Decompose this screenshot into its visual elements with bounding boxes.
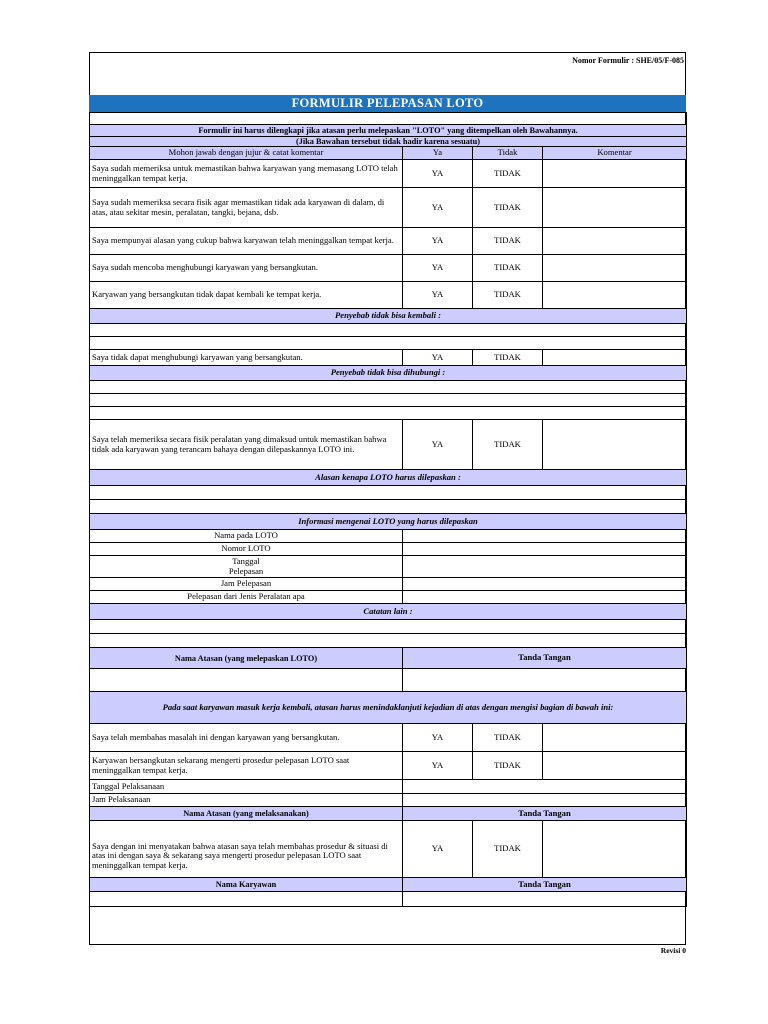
question-row <box>90 724 687 752</box>
instruction-header: Mohon jawab dengan jujur & catat komentar <box>90 147 403 160</box>
info-value-field[interactable] <box>403 556 687 578</box>
comment-field[interactable] <box>543 282 687 309</box>
ya-option[interactable]: YA <box>403 228 473 255</box>
comment-field[interactable] <box>543 255 687 282</box>
blank-line[interactable] <box>90 324 687 337</box>
section-cannot-contact-title: Penyebab tidak bisa dihubungi : <box>90 366 687 381</box>
question-row <box>90 821 687 878</box>
header-row <box>90 147 687 160</box>
exec-date-row <box>90 780 687 794</box>
section-info-title: Informasi mengenai LOTO yang harus dilepaskan <box>90 514 687 530</box>
tidak-option[interactable]: TIDAK <box>473 350 543 366</box>
info-value-field[interactable] <box>403 578 687 591</box>
question-text: Saya sudah memeriksa secara fisik agar memastikan tidak ada karyawan di dalam, di atas, atau sekitar mesin, peralatan, tangki, bejana, dsb. <box>90 188 403 228</box>
ya-option[interactable]: YA <box>403 420 473 470</box>
intro-row <box>90 125 687 137</box>
spacer-row <box>90 113 687 125</box>
question-text: Saya telah membahas masalah ini dengan karyawan yang bersangkutan. <box>90 724 403 752</box>
comment-field[interactable] <box>543 228 687 255</box>
question-text: Saya sudah memeriksa untuk memastikan bahwa karyawan yang memasang LOTO telah meninggalkan tempat kerja. <box>90 160 403 188</box>
supervisor-remove-input-row <box>90 669 687 692</box>
return-notice-row <box>90 692 687 724</box>
info-label: Tanggal Pelepasan <box>90 556 403 578</box>
exec-time-row <box>90 794 687 807</box>
ya-option[interactable]: YA <box>403 821 473 878</box>
info-label: Nomor LOTO <box>90 543 403 556</box>
employee-name-field[interactable] <box>90 892 403 907</box>
blank-line[interactable] <box>90 337 687 350</box>
info-row <box>90 543 687 556</box>
info-row <box>90 556 687 578</box>
tidak-option[interactable]: TIDAK <box>473 228 543 255</box>
section-reason <box>90 470 687 486</box>
question-row <box>90 160 687 188</box>
tidak-option[interactable]: TIDAK <box>473 420 543 470</box>
blank-line[interactable] <box>90 486 687 500</box>
question-text: Karyawan yang bersangkutan tidak dapat kembali ke tempat kerja. <box>90 282 403 309</box>
tidak-option[interactable]: TIDAK <box>473 724 543 752</box>
blank-line[interactable] <box>90 634 687 648</box>
employee-name-label: Nama Karyawan <box>90 878 403 892</box>
section-cannot-contact <box>90 366 687 381</box>
ya-header: Ya <box>403 147 473 160</box>
info-row <box>90 591 687 604</box>
section-cannot-return-title: Penyebab tidak bisa kembali : <box>90 309 687 324</box>
question-text: Saya mempunyai alasan yang cukup bahwa karyawan telah meninggalkan tempat kerja. <box>90 228 403 255</box>
ya-option[interactable]: YA <box>403 282 473 309</box>
intro-row-2 <box>90 137 687 147</box>
section-notes-title: Catatan lain : <box>90 604 687 620</box>
question-text: Saya telah memeriksa secara fisik peralatan yang dimaksud untuk memastikan bahwa tidak ada karyawan yang terancam bahaya dengan dilepaskannya LOTO ini. <box>90 420 403 470</box>
info-value-field[interactable] <box>403 530 687 543</box>
ya-option[interactable]: YA <box>403 188 473 228</box>
exec-date-field[interactable] <box>403 780 687 794</box>
supervisor-remove-row <box>90 648 687 669</box>
loto-release-form <box>89 112 687 907</box>
ya-option[interactable]: YA <box>403 350 473 366</box>
question-row <box>90 420 687 470</box>
info-label: Nama pada LOTO <box>90 530 403 543</box>
tidak-option[interactable]: TIDAK <box>473 188 543 228</box>
exec-date-label: Tanggal Pelaksanaan <box>90 780 403 794</box>
signature-label: Tanda Tangan <box>403 807 687 821</box>
form-number: Nomor Formulir : SHE/05/F-085 <box>572 56 684 65</box>
info-label: Pelepasan dari Jenis Peralatan apa <box>90 591 403 604</box>
blank-line[interactable] <box>90 394 687 407</box>
exec-time-label: Jam Pelaksanaan <box>90 794 403 807</box>
comment-field[interactable] <box>543 350 687 366</box>
question-row <box>90 228 687 255</box>
employee-input-row <box>90 892 687 907</box>
question-row <box>90 255 687 282</box>
section-reason-title: Alasan kenapa LOTO harus dilepaskan : <box>90 470 687 486</box>
question-row <box>90 282 687 309</box>
question-text: Karyawan bersangkutan sekarang mengerti prosedur pelepasan LOTO saat meninggalkan tempat kerja. <box>90 752 403 780</box>
ya-option[interactable]: YA <box>403 724 473 752</box>
question-row <box>90 188 687 228</box>
tidak-option[interactable]: TIDAK <box>473 282 543 309</box>
ya-option[interactable]: YA <box>403 752 473 780</box>
section-cannot-return <box>90 309 687 324</box>
signature-field[interactable] <box>403 669 687 692</box>
return-notice: Pada saat karyawan masuk kerja kembali, atasan harus menindaklanjuti kejadian di atas dengan mengisi bagian di bawah ini: <box>90 692 687 724</box>
tidak-header: Tidak <box>473 147 543 160</box>
comment-field[interactable] <box>543 188 687 228</box>
form-title: FORMULIR PELEPASAN LOTO <box>89 95 686 112</box>
comment-field[interactable] <box>543 160 687 188</box>
question-row <box>90 350 687 366</box>
comment-field[interactable] <box>543 821 687 878</box>
exec-time-field[interactable] <box>403 794 687 807</box>
blank-line[interactable] <box>90 381 687 394</box>
info-row <box>90 578 687 591</box>
info-value-field[interactable] <box>403 591 687 604</box>
tidak-option[interactable]: TIDAK <box>473 752 543 780</box>
info-label: Jam Pelepasan <box>90 578 403 591</box>
tidak-option[interactable]: TIDAK <box>473 255 543 282</box>
supervisor-exec-label: Nama Atasan (yang melaksanakan) <box>90 807 403 821</box>
supervisor-name-field[interactable] <box>90 669 403 692</box>
employee-row <box>90 878 687 892</box>
blank-line[interactable] <box>90 620 687 634</box>
comment-field[interactable] <box>543 724 687 752</box>
komentar-header: Komentar <box>543 147 687 160</box>
supervisor-exec-row <box>90 807 687 821</box>
section-info <box>90 514 687 530</box>
tidak-option[interactable]: TIDAK <box>473 821 543 878</box>
section-notes <box>90 604 687 620</box>
signature-field[interactable] <box>403 892 687 907</box>
signature-label: Tanda Tangan <box>403 878 687 892</box>
question-text: Saya dengan ini menyatakan bahwa atasan saya telah membahas prosedur & situasi di atas ini dengan saya & sekarang saya mengerti prosedur pelepasan LOTO saat meninggalkan tempat kerja. <box>90 821 403 878</box>
question-row <box>90 752 687 780</box>
intro-line-2: (Jika Bawahan tersebut tidak hadir karena sesuatu) <box>90 137 687 147</box>
comment-field[interactable] <box>543 420 687 470</box>
info-row <box>90 530 687 543</box>
supervisor-remove-label: Nama Atasan (yang melepaskan LOTO) <box>90 648 403 669</box>
question-text: Saya sudah mencoba menghubungi karyawan yang bersangkutan. <box>90 255 403 282</box>
signature-label: Tanda Tangan <box>403 648 687 669</box>
tidak-option[interactable]: TIDAK <box>473 160 543 188</box>
ya-option[interactable]: YA <box>403 255 473 282</box>
revision-label: Revisi 0 <box>660 946 686 955</box>
comment-field[interactable] <box>543 752 687 780</box>
blank-line[interactable] <box>90 407 687 420</box>
blank-line[interactable] <box>90 500 687 514</box>
question-text: Saya tidak dapat menghubungi karyawan yang bersangkutan. <box>90 350 403 366</box>
info-value-field[interactable] <box>403 543 687 556</box>
intro-line-1: Formulir ini harus dilengkapi jika atasan perlu melepaskan "LOTO" yang ditempelkan oleh Bawahannya. <box>90 125 687 137</box>
ya-option[interactable]: YA <box>403 160 473 188</box>
